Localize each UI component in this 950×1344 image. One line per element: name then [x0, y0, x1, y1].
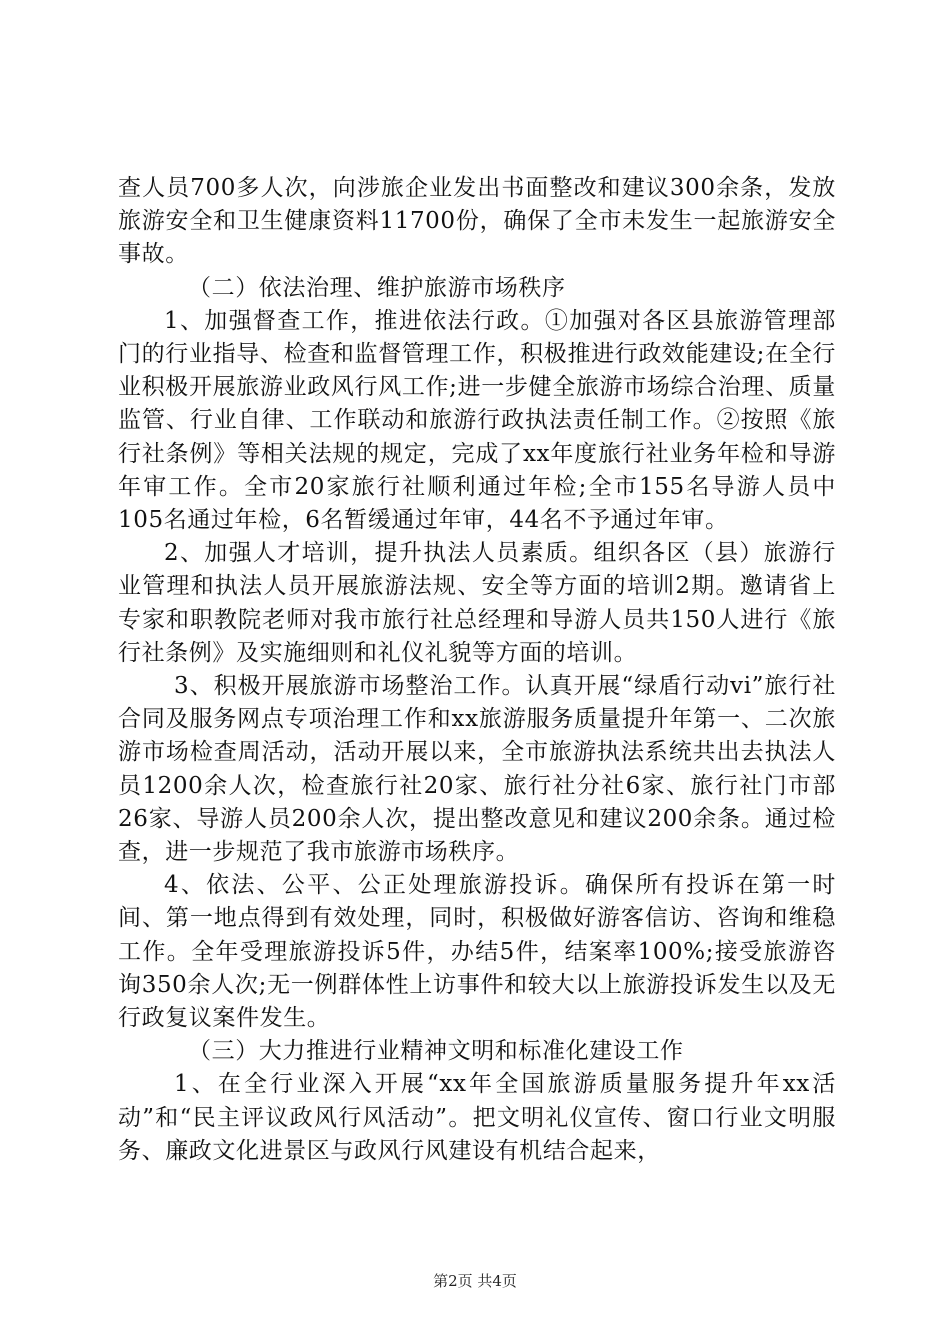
section-heading-3: （三）大力推进行业精神文明和标准化建设工作 — [188, 1038, 684, 1065]
page-footer: 第2页 共4页 — [433, 1272, 517, 1290]
paragraph-training: 2、加强人才培训，提升执法人员素质。组织各区（县）旅游行业管理和执法人员开展旅游法规、安全等方面的培训2期。邀请省上专家和职教院老师对我市旅行社总经理和导游人员共150人进行《旅行社条例》及实施细则和礼仪礼貌等方面的培训。 — [118, 540, 836, 666]
paragraph-supervision: 1、加强督查工作，推进依法行政。①加强对各区县旅游管理部门的行业指导、检查和监督管理工作，积极推进行政效能建设;在全行业积极开展旅游业政风行风工作;进一步健全旅游市场综合治理、质量监管、行业自律、工作联动和旅游行政执法责任制工作。②按照《旅行社条例》等相关法规的规定，完成了xx年度旅行社业务年检和导游年审工作。全市20家旅行社顺利通过年检;全市155名导游人员中105名通过年检，6名暂缓通过年审，44名不予通过年审。 — [118, 307, 836, 534]
paragraph-complaints: 4、依法、公平、公正处理旅游投诉。确保所有投诉在第一时间、第一地点得到有效处理，同时，积极做好游客信访、咨询和维稳工作。全年受理旅游投诉5件，办结5件，结案率100%;接受旅游咨询350余人次;无一例群体性上访事件和较大以上旅游投诉发生以及无行政复议案件发生。 — [118, 872, 836, 1032]
document-body — [118, 172, 836, 1168]
paragraph-civilization: 1、在全行业深入开展“xx年全国旅游质量服务提升年xx活动”和“民主评议政风行风活动”。把文明礼仪宣传、窗口行业文明服务、廉政文化进景区与政风行风建设有机结合起来， — [118, 1071, 836, 1164]
paragraph-continuation: 查人员700多人次，向涉旅企业发出书面整改和建议300余条，发放旅游安全和卫生健康资料11700份，确保了全市未发生一起旅游安全事故。 — [118, 175, 836, 268]
section-heading-2: （二）依法治理、维护旅游市场秩序 — [188, 274, 566, 301]
paragraph-market-rectification: 3、积极开展旅游市场整治工作。认真开展“绿盾行动vi”旅行社合同及服务网点专项治理工作和xx旅游服务质量提升年第一、二次旅游市场检查周活动，活动开展以来，全市旅游执法系统共出去执法人员1200余人次，检查旅行社20家、旅行社分社6家、旅行社门市部26家、导游人员200余人次，提出整改意见和建议200余条。通过检查，进一步规范了我市旅游市场秩序。 — [118, 673, 836, 866]
